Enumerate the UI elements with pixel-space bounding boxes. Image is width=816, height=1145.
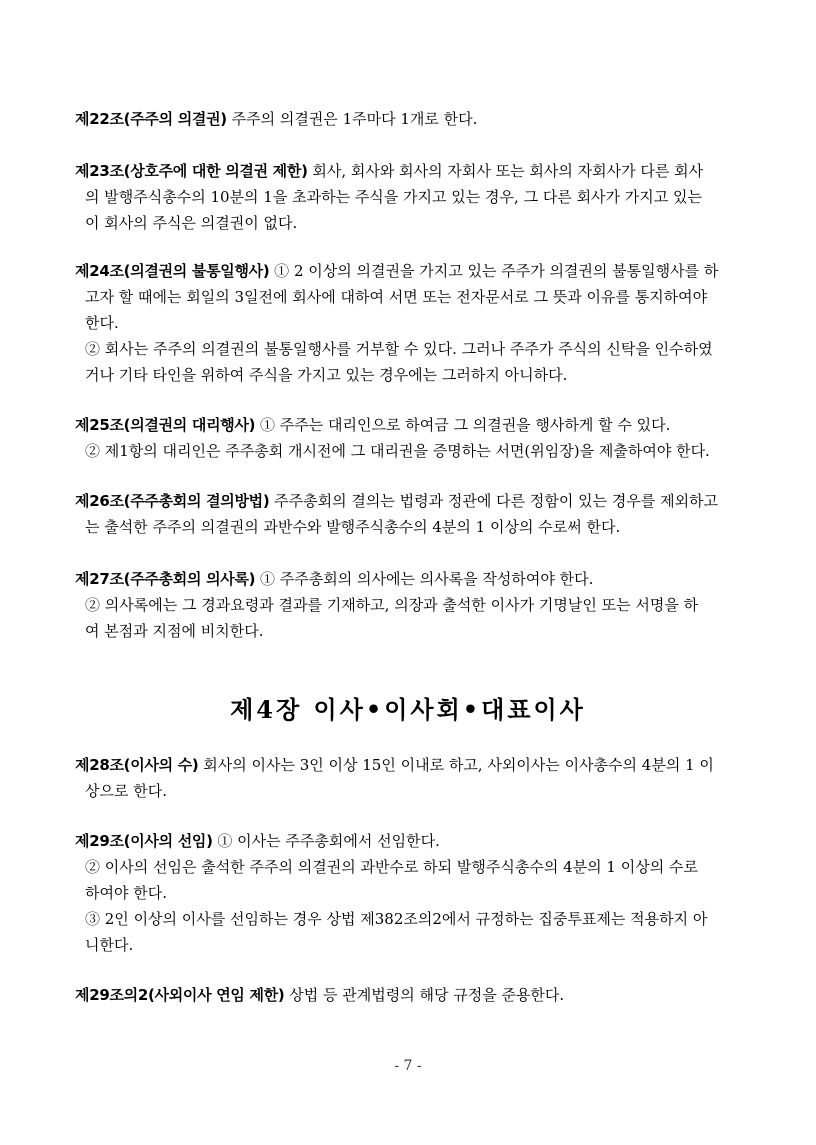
article-text: ① 주주총회의 의사에는 의사록을 작성하여야 한다.	[255, 570, 594, 588]
article-heading: 제25조(의결권의 대리행사)	[75, 416, 256, 434]
article-text: 는 출석한 주주의 의결권의 과반수와 발행주식총수의 4분의 1 이상의 수로써 한다.	[85, 518, 621, 536]
article-text: ② 회사는 주주의 의결권의 불통일행사를 거부할 수 있다. 그러나 주주가 주식의 신탁을 인수하였	[85, 340, 713, 358]
article-text: 고자 할 때에는 회일의 3일전에 회사에 대하여 서면 또는 전자문서로 그 뜻과 이유를 통지하여야	[85, 288, 708, 306]
article-heading: 제26조(주주총회의 결의방법)	[75, 492, 270, 510]
article-25	[75, 412, 743, 464]
article-text: 회사의 이사는 3인 이상 15인 이내로 하고, 사외이사는 이사총수의 4분의 1 이	[198, 756, 714, 774]
page-number: - 7 -	[394, 1058, 422, 1074]
article-29	[75, 828, 743, 958]
article-text: 주주의 의결권은 1주마다 1개로 한다.	[226, 110, 478, 128]
article-heading: 제22조(주주의 의결권)	[75, 110, 227, 128]
article-26	[75, 488, 743, 540]
article-text: ② 제1항의 대리인은 주주총회 개시전에 그 대리권을 증명하는 서면(위임장)을 제출하여야 한다.	[85, 442, 710, 460]
article-text: ① 2 이상의 의결권을 가지고 있는 주주가 의결권의 불통일행사를 하	[269, 262, 719, 280]
article-text: ① 이사는 주주총회에서 선임한다.	[212, 832, 440, 850]
article-text: 하여야 한다.	[85, 884, 167, 902]
article-text: 여 본점과 지점에 비치한다.	[85, 622, 264, 640]
article-text: 한다.	[85, 314, 119, 332]
article-text: 상으로 한다.	[85, 782, 167, 800]
article-heading: 제24조(의결권의 불통일행사)	[75, 262, 270, 280]
chapter-title: 제4장 이사•이사회•대표이사	[230, 695, 586, 724]
article-heading: 제23조(상호주에 대한 의결권 제한)	[75, 162, 308, 180]
article-heading: 제28조(이사의 수)	[75, 756, 199, 774]
article-23	[75, 158, 743, 236]
article-heading: 제29조(이사의 선임)	[75, 832, 213, 850]
article-text: 거나 기타 타인을 위하여 주식을 가지고 있는 경우에는 그러하지 아니하다.	[85, 366, 568, 384]
article-text: 주주총회의 결의는 법령과 정관에 다른 정함이 있는 경우를 제외하고	[269, 492, 719, 510]
article-text: ③ 2인 이상의 이사를 선임하는 경우 상법 제382조의2에서 규정하는 집중투표제는 적용하지 아	[85, 910, 708, 928]
article-text: ② 이사의 선임은 출석한 주주의 의결권의 과반수로 하되 발행주식총수의 4분의 1 이상의 수로	[85, 858, 698, 876]
article-24	[75, 258, 743, 388]
article-heading: 제29조의2(사외이사 연임 제한)	[75, 986, 285, 1004]
article-heading: 제27조(주주총회의 의사록)	[75, 570, 256, 588]
article-28	[75, 752, 743, 804]
article-22	[75, 106, 743, 132]
article-text: 이 회사의 주식은 의결권이 없다.	[85, 214, 298, 232]
article-text: 의 발행주식총수의 10분의 1을 초과하는 주식을 가지고 있는 경우, 그 다른 회사가 가지고 있는	[85, 188, 703, 206]
article-27	[75, 566, 743, 644]
article-text: 상법 등 관계법령의 해당 규정을 준용한다.	[284, 986, 565, 1004]
article-text: ② 의사록에는 그 경과요령과 결과를 기재하고, 의장과 출석한 이사가 기명날인 또는 서명을 하	[85, 596, 699, 614]
article-29-2	[75, 982, 743, 1008]
article-text: 회사, 회사와 회사의 자회사 또는 회사의 자회사가 다른 회사	[307, 162, 704, 180]
article-text: 니한다.	[85, 936, 134, 954]
article-text: ① 주주는 대리인으로 하여금 그 의결권을 행사하게 할 수 있다.	[255, 416, 671, 434]
